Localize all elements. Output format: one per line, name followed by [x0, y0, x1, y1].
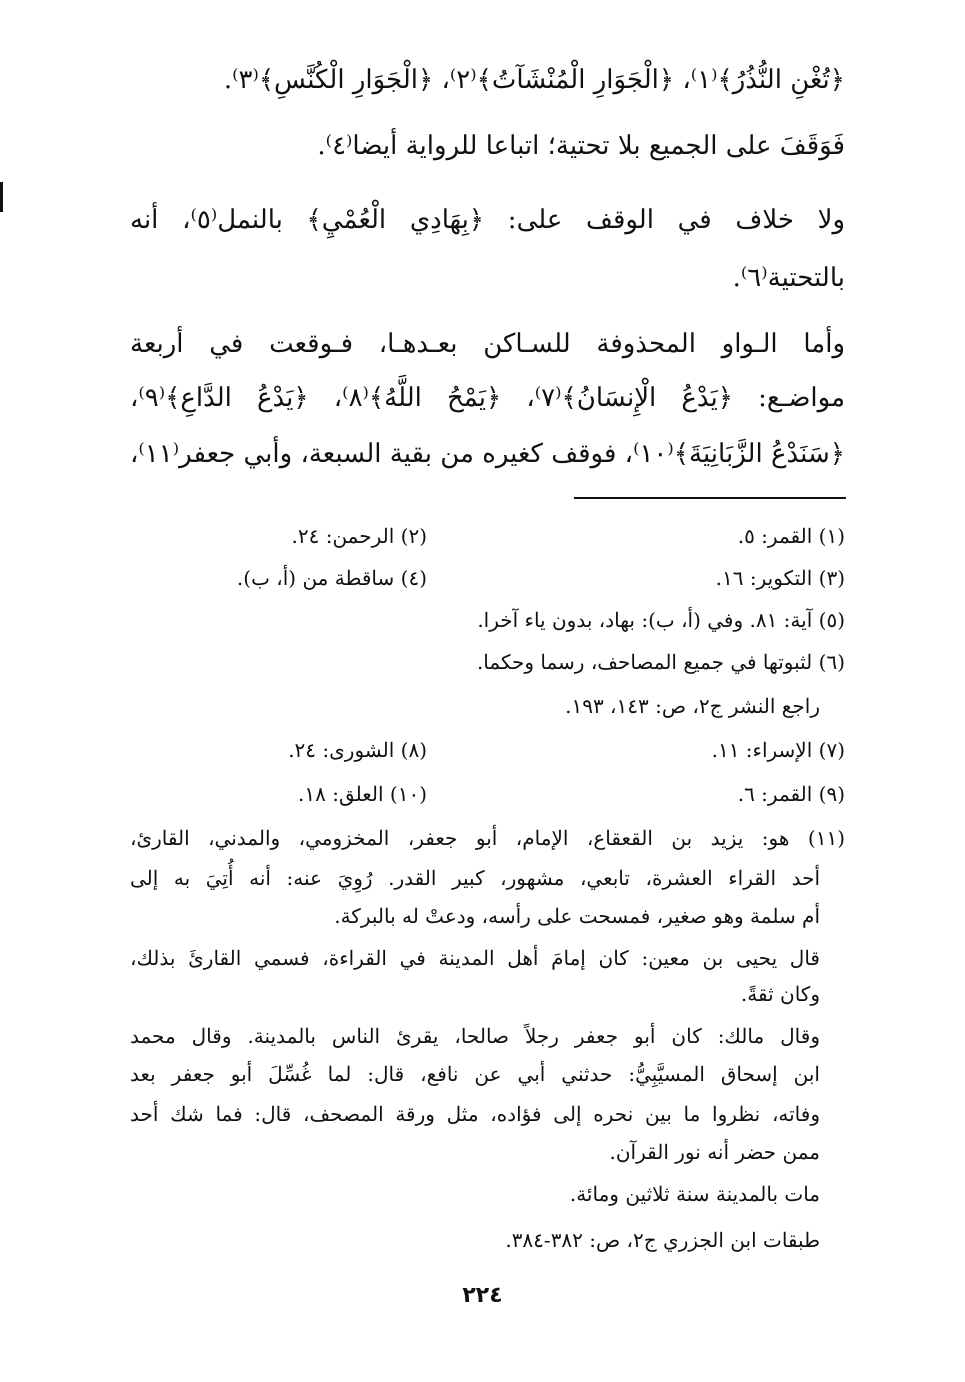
footnote-11-line: (١١) هو: يزيد بن القعقاع، الإمام، أبو جعفر، المخزومي، والمدني، القارئ،	[130, 826, 845, 850]
body-line-3: ولا خلاف في الوقف على: ﴿بِهَادِي الْعُمْيِ﴾ بالنمل⁽٥⁾، أنه	[130, 205, 845, 235]
footnote-11-line: وكان ثقةً.	[740, 982, 820, 1006]
footnote-8: (٨) الشورى: ٢٤.	[288, 738, 427, 762]
footnote-11-line: أحد القراء العشرة، تابعي، مشهور، كبير القدر. رُوِيَ عنه: أنه أُتِيَ به إلى	[130, 866, 820, 890]
body-line-5: وأما الـواو المحذوفة للسـاكن بعـدهـا، فـوقعت في أربعة	[130, 329, 845, 359]
footnote-divider	[574, 497, 846, 499]
footnote-2: (٢) الرحمن: ٢٤.	[291, 524, 427, 548]
footnote-6: (٦) لثبوتها في جميع المصاحف، رسما وحكما.	[476, 650, 845, 674]
footnote-row	[130, 519, 845, 553]
footnote-11-line: ابن إسحاق المسيَّبِيُّ: حدثني أبي عن نافع، قال: لما غُسِّلَ أبو جعفر بعد	[130, 1062, 820, 1086]
body-line-4: بالتحتية⁽٦⁾.	[732, 263, 845, 293]
body-line-6: مواضـع: ﴿يَدْعُ الْإِنسَانُ﴾⁽٧⁾، ﴿يَمْحُ اللَّهُ﴾⁽٨⁾، ﴿يَدْعُ الدَّاعِ﴾⁽٩⁾،	[130, 383, 845, 413]
page-edge-mark	[0, 182, 3, 212]
footnote-11-line: ممن حضر أنه نور القرآن.	[609, 1140, 820, 1164]
footnote-10: (١٠) العلق: ١٨.	[298, 782, 427, 806]
body-line-1: ﴿تُغْنِ النُّذُرُ﴾⁽١⁾، ﴿الْجَوَارِ الْمُنْشَآتُ﴾⁽٢⁾، ﴿الْجَوَارِ الْكُنَّسِ﴾⁽٣⁾.	[223, 65, 845, 95]
footnote-row	[130, 561, 845, 595]
footnote-6-reference: راجع النشر ج٢، ص: ١٤٣، ١٩٣.	[565, 694, 820, 718]
footnote-11-line: وقال مالك: كان أبو جعفر رجلاً صالحا، يقرئ الناس بالمدينة. وقال محمد	[130, 1024, 820, 1048]
footnote-11-line: طبقات ابن الجزري ج٢، ص: ٣٨٢-٣٨٤.	[505, 1228, 820, 1252]
footnote-4: (٤) ساقطة من (أ، ب).	[236, 566, 427, 590]
body-line-2: فَوَقَفَ على الجميع بلا تحتية؛ اتباعا للرواية أيضا⁽٤⁾.	[317, 131, 845, 161]
page-number: ٢٢٤	[462, 1283, 503, 1308]
footnote-5: (٥) آية: ٨١. وفي (أ، ب): بهاد، بدون ياء آخرا.	[477, 608, 845, 632]
footnote-3: (٣) التكوير: ١٦.	[715, 566, 845, 590]
body-line-7: ﴿سَنَدْعُ الزَّبَانِيَةَ﴾⁽١٠⁾، فوقف كغيره من بقية السبعة، وأبي جعفر⁽١١⁾،	[130, 439, 845, 469]
footnote-row	[130, 777, 845, 811]
footnote-11-line: أم سلمة وهو صغير، فمسحت على رأسه، ودعتْ له بالبركة.	[334, 904, 820, 928]
footnote-11-line: قال يحيى بن معين: كان إمامَ أهل المدينة في القراءة، فسمي القارئَ بذلك،	[130, 946, 820, 970]
footnote-1: (١) القمر: ٥.	[737, 524, 845, 548]
footnote-9: (٩) القمر: ٦.	[737, 782, 845, 806]
footnote-7: (٧) الإسراء: ١١.	[711, 738, 845, 762]
footnote-11-line: مات بالمدينة سنة ثلاثين ومائة.	[569, 1182, 820, 1206]
footnote-row	[130, 733, 845, 767]
footnote-11-line: وفاته، نظروا ما بين نحره إلى فؤاده، مثل ورقة المصحف، قال: فما شك أحد	[130, 1102, 820, 1126]
